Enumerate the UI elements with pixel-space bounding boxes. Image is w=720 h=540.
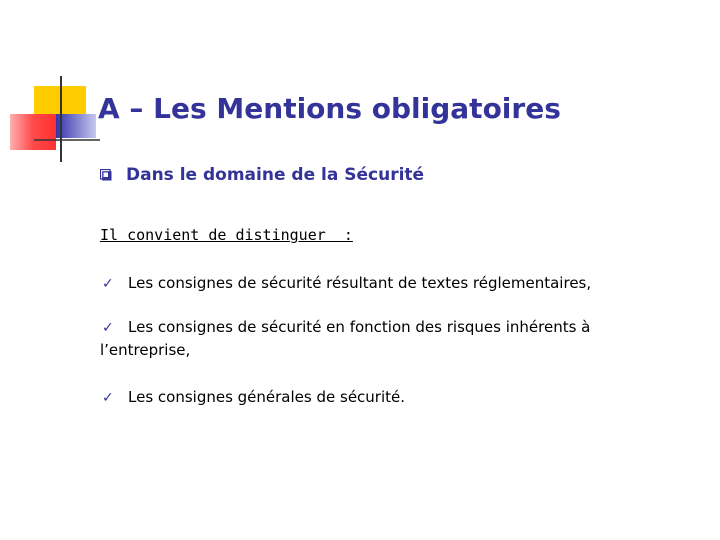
list-item-text: Les consignes générales de sécurité. <box>128 388 406 406</box>
list-item-text: Les consignes de sécurité en fonction des risques inhérents à l’entreprise, <box>100 318 591 359</box>
decorative-squares <box>0 0 100 170</box>
slide-title: A – Les Mentions obligatoires <box>98 92 561 125</box>
checkmark-icon: ✓ <box>102 276 114 292</box>
list-item <box>100 386 660 409</box>
section-heading <box>100 165 424 185</box>
list-item <box>100 316 660 361</box>
checkmark-icon: ✓ <box>102 390 114 406</box>
deco-red-bar <box>10 114 56 150</box>
list-item-text: Les consignes de sécurité résultant de textes réglementaires, <box>128 274 592 292</box>
intro-text: Il convient de distinguer : <box>100 226 353 244</box>
checkbox-bullet-icon <box>100 169 112 181</box>
section-heading-text: Dans le domaine de la Sécurité <box>126 165 425 185</box>
checkmark-icon: ✓ <box>102 320 114 336</box>
list-item <box>100 272 660 295</box>
